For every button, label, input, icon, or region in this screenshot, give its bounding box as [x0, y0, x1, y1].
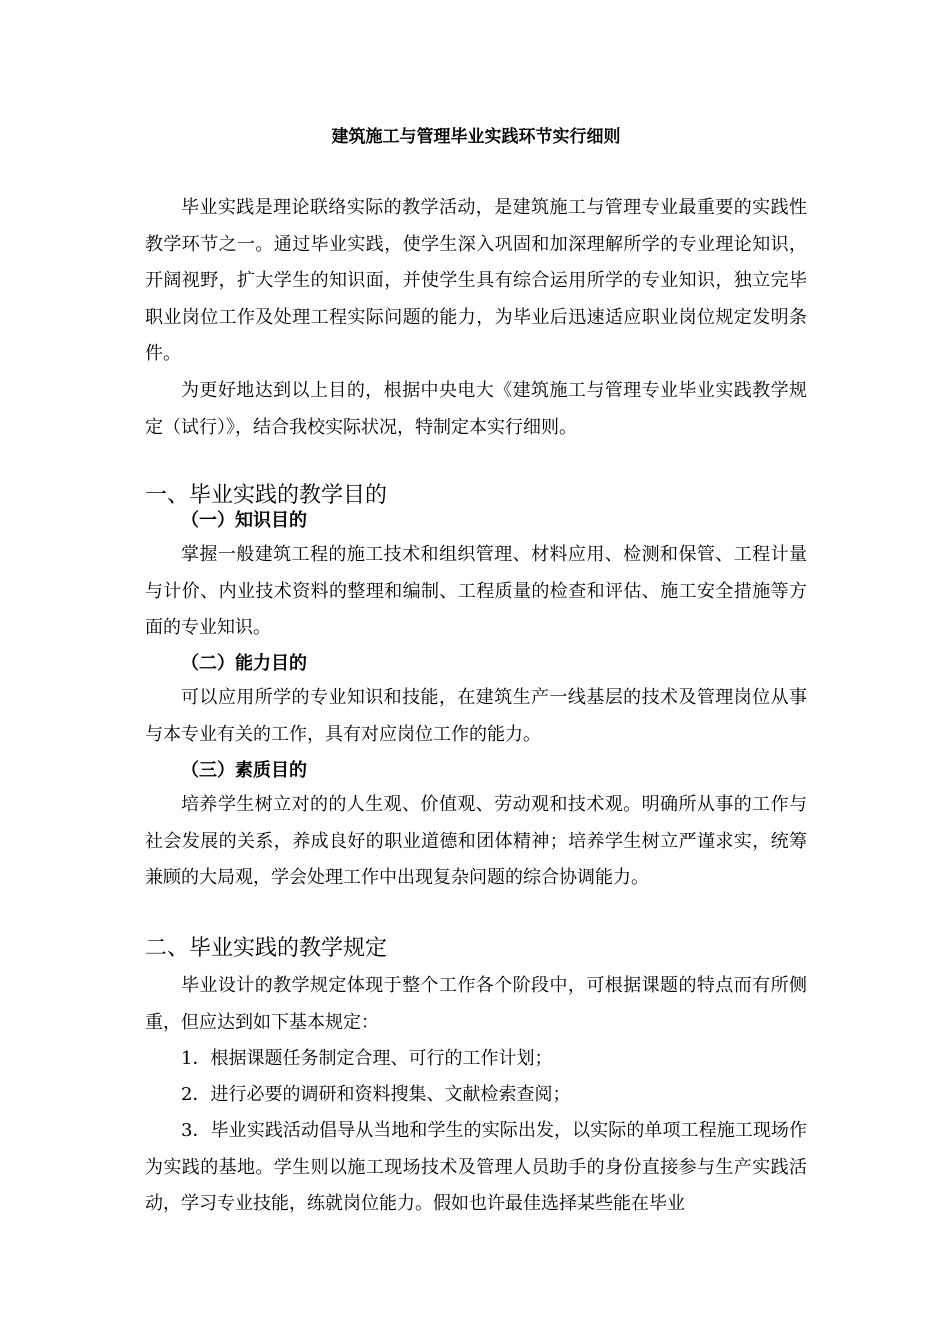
knowledge-goal-text: 掌握一般建筑工程的施工技术和组织管理、材料应用、检测和保管、工程计量与计价、内业技术资料的整理和编制、工程质量的检查和评估、施工安全措施等方面的专业知识。 [145, 544, 807, 638]
intro-paragraph-2: 为更好地达到以上目的，根据中央电大《建筑施工与管理专业毕业实践教学规定（试行）》，结合我校实际状况，特制定本实行细则。 [145, 380, 807, 438]
requirement-item-1: 1．根据课题任务制定合理、可行的工作计划； [181, 1048, 553, 1069]
quality-goal-heading: （三）素质目的 [181, 760, 307, 781]
knowledge-goal-heading: （一）知识目的 [181, 510, 307, 531]
section-2-heading: 二、毕业实践的教学规定 [145, 936, 388, 961]
document-title: 建筑施工与管理毕业实践环节实行细则 [331, 127, 621, 147]
ability-goal-heading: （二）能力目的 [181, 653, 307, 674]
ability-goal-text: 可以应用所学的专业知识和技能，在建筑生产一线基层的技术及管理岗位从事与本专业有关的工作，具有对应岗位工作的能力。 [145, 687, 807, 745]
section-2-intro: 毕业设计的教学规定体现于整个工作各个阶段中，可根据课题的特点而有所侧重，但应达到如下基本规定： [145, 975, 807, 1033]
section-1-heading: 一、毕业实践的教学目的 [145, 483, 388, 508]
quality-goal-text: 培养学生树立对的的人生观、价值观、劳动观和技术观。明确所从事的工作与社会发展的关系，养成良好的职业道德和团体精神；培养学生树立严谨求实，统筹兼顾的大局观，学会处理工作中出现复杂问题的综合协调能力。 [145, 794, 807, 888]
requirement-item-2: 2．进行必要的调研和资料搜集、文献检索查阅； [181, 1084, 571, 1105]
intro-paragraph-1: 毕业实践是理论联络实际的教学活动，是建筑施工与管理专业最重要的实践性教学环节之一。通过毕业实践，使学生深入巩固和加深理解所学的专业理论知识，开阔视野，扩大学生的知识面，并使学生具有综合运用所学的专业知识，独立完毕职业岗位工作及处理工程实际问题的能力，为毕业后迅速适应职业岗位规定发明条件。 [145, 197, 807, 364]
requirement-item-3: 3．毕业实践活动倡导从当地和学生的实际出发，以实际的单项工程施工现场作为实践的基地。学生则以施工现场技术及管理人员助手的身份直接参与生产实践活动，学习专业技能，练就岗位能力。假如也许最佳选择某些能在毕业 [145, 1120, 807, 1214]
